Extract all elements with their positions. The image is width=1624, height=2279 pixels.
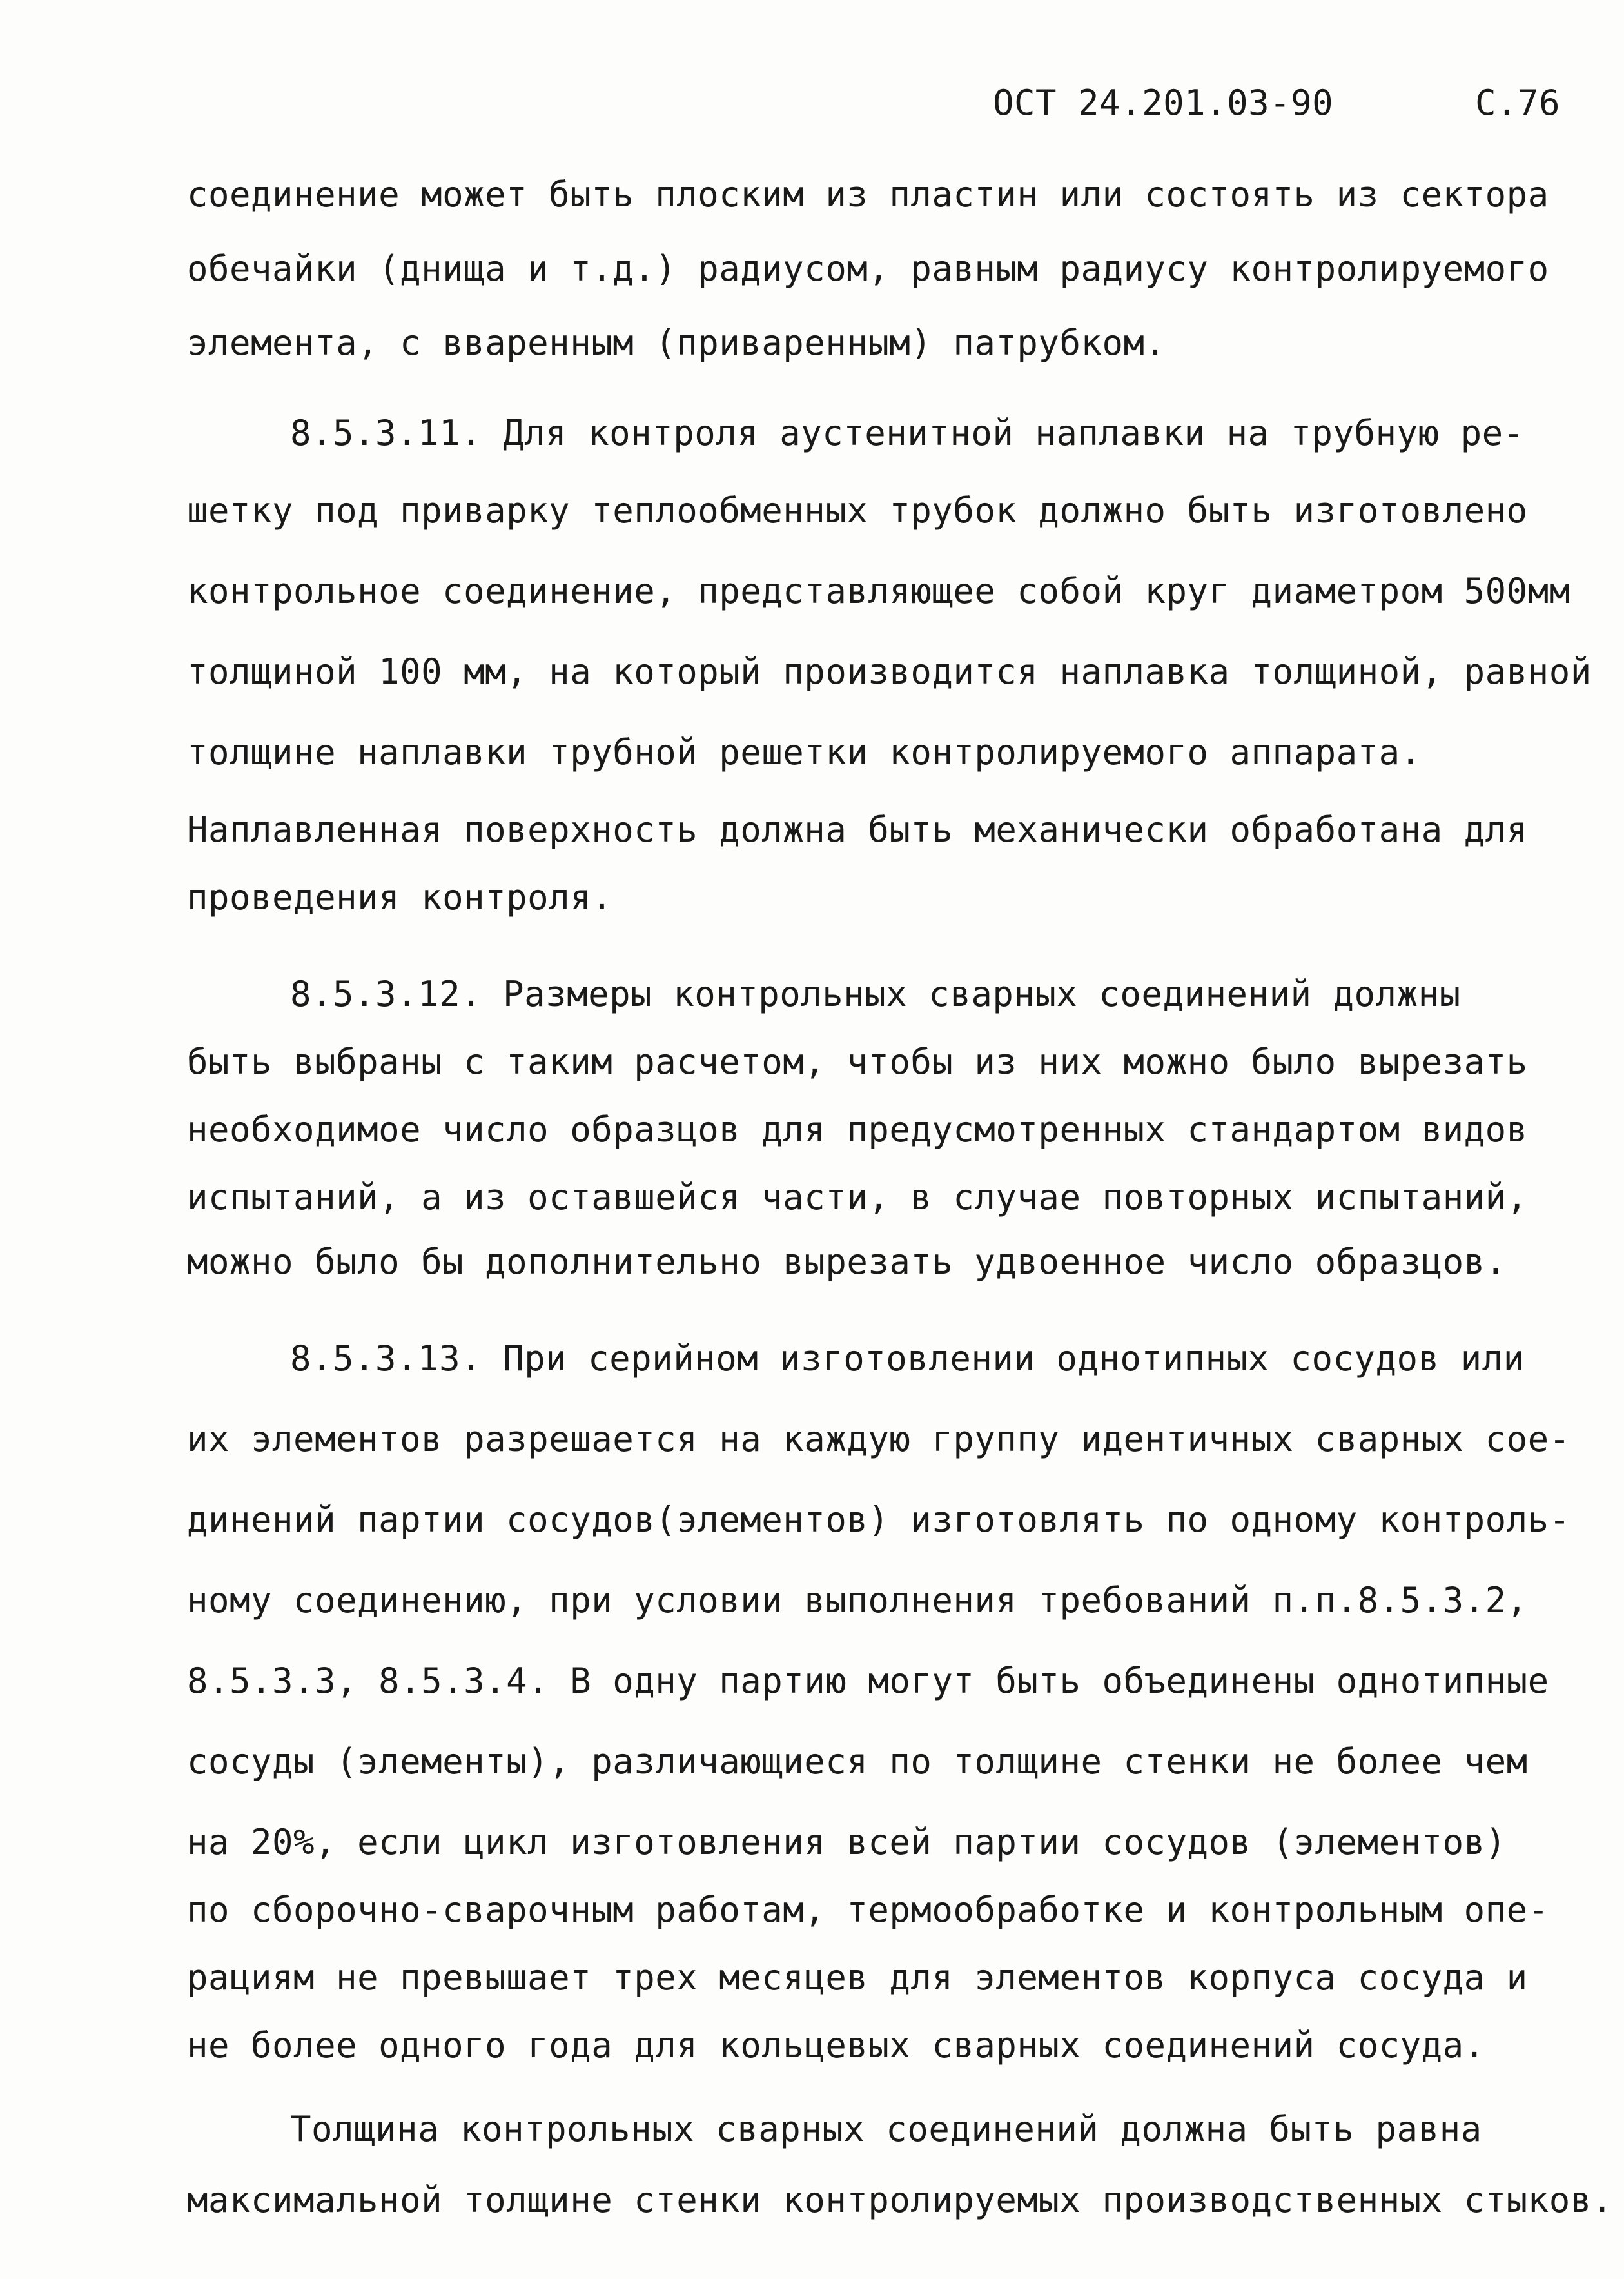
document-id: ОСТ 24.201.03-90 [993,83,1334,123]
page-header [993,83,1560,134]
document-page: ОСТ 24.201.03-90 С.76 соединение может быть плоским из пластин или состоять из сектора обечайки (днища и т.д.) радиусом, равным радиусу контролируемого элемента, с вваренным (приваренным) патрубком. 8.5.3.11. Для контроля аустенитной наплавки на трубную ре- шетку под приварку теплообменных трубок должно быть изготовлено контрольное соединение, представляющее собой круг диаметром 500мм толщиной 100 мм, на который производится наплавка толщиной, равной толщине наплавки трубной решетки контролируемого аппарата. Наплавленная поверхность должна быть механически обработана для проведения контроля. 8.5.3.12. Размеры контрольных сварных соединений должны быть выбраны с таким расчетом, чтобы из них можно было вырезать необходимое число образцов для предусмотренных стандартом видов испытаний, а из оставшейся части, в случае повторных испытаний, можно было бы дополнительно вырезать удвоенное число образцов. 8.5.3.13. При серийном изготовлении однотипных сосудов или их элементов разрешается на каждую группу идентичных сварных сое- динений партии сосудов(элементов) изготовлять по одному контроль- ному соединению, при условии выполнения требований п.п.8.5.3.2, 8.5.3.3, 8.5.3.4. В одну партию могут быть объединены однотипные сосуды (элементы), различающиеся по толщине стенки не более чем на 20%, если цикл изготовления всей партии сосудов (элементов) по сборочно-сварочным работам, термообработке и контрольным опе- рациям не превышает трех месяцев для элементов корпуса сосуда и не более одного года для кольцевых сварных соединений сосуда. Толщина контрольных сварных соединений должна быть равна максимальной толщине стенки контролируемых производственных стыков. [0,0,1624,2279]
page-number: С.76 [1474,83,1560,123]
